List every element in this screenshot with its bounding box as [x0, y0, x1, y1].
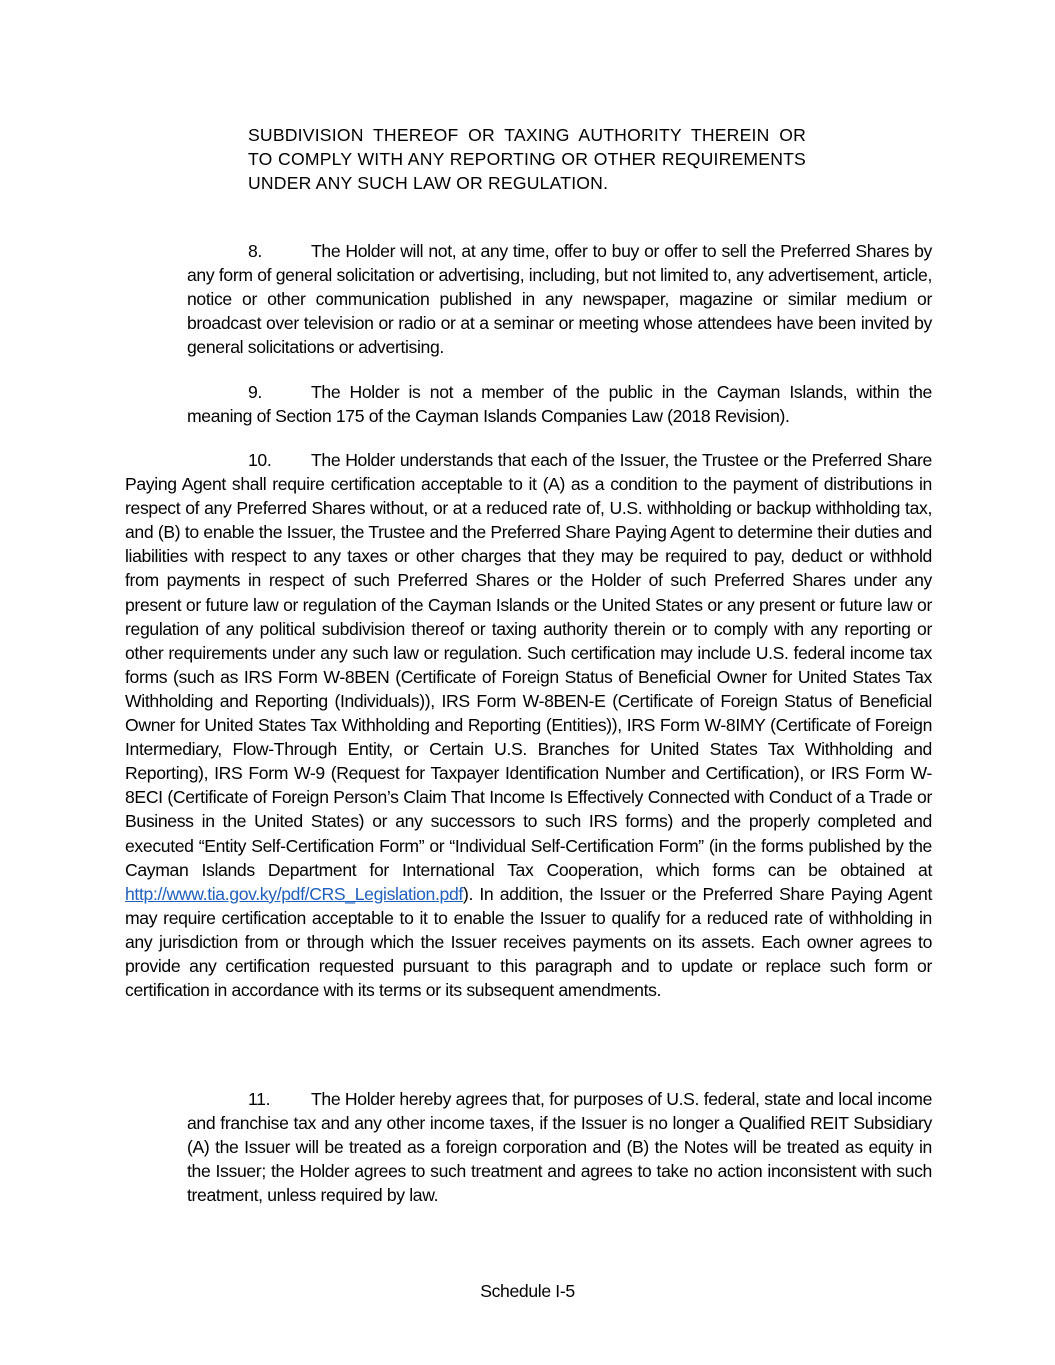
caps-paragraph-continuation: SUBDIVISION THEREOF OR TAXING AUTHORITY THEREIN OR TO COMPLY WITH ANY REPORTING OR OTHER REQUIREMENTS UNDER ANY SUCH LAW OR REGULATION. — [248, 125, 806, 194]
paragraph-8-number: 8. — [248, 241, 262, 261]
paragraph-10-text-after-link: ). In addition, the Issuer or the Preferred Share Paying Agent may require certification acceptable to it to enable the Issuer to qualify for a reduced rate of withholding in any jurisdiction from or through which the Issuer receives payments on its assets. Each owner agrees to provide any certification requested pursuant to this paragraph and to update or replace such form or certification in accordance with its terms or its subsequent amendments. — [125, 883, 932, 1001]
paragraph-10-number: 10. — [248, 450, 272, 470]
paragraph-11-text: The Holder hereby agrees that, for purposes of U.S. federal, state and local income and franchise tax and any other income taxes, if the Issuer is no longer a Qualified REIT Subsidiary (A) the Issuer will be treated as a foreign corporation and (B) the Notes will be treated as equity in the Issuer; the Holder agrees to such treatment and agrees to take no action inconsistent with such treatment, unless required by law. — [187, 1089, 932, 1206]
paragraph-10 — [125, 448, 932, 1002]
paragraph-8-text: The Holder will not, at any time, offer to buy or offer to sell the Preferred Shares by any form of general solicitation or advertising, including, but not limited to, any advertisement, article, notice or other communication published in any newspaper, magazine or similar medium or broadcast over television or radio or at a seminar or meeting whose attendees have been invited by general solicitations or advertising. — [187, 241, 932, 358]
paragraph-11-number: 11. — [248, 1089, 271, 1109]
paragraph-8 — [187, 239, 932, 359]
paragraph-9-number: 9. — [248, 382, 262, 402]
paragraph-11 — [187, 1087, 932, 1207]
crs-legislation-link[interactable]: http://www.tia.gov.ky/pdf/CRS_Legislation.pdf — [125, 883, 463, 904]
paragraph-9 — [187, 380, 932, 428]
paragraph-9-text: The Holder is not a member of the public in the Cayman Islands, within the meaning of Section 175 of the Cayman Islands Companies Law (2018 Revision). — [187, 382, 932, 427]
page-footer: Schedule I-5 — [480, 1281, 575, 1301]
paragraph-10-text-before-link: The Holder understands that each of the Issuer, the Trustee or the Preferred Share Paying Agent shall require certification acceptable to it (A) as a condition to the payment of distributions in respect of any Preferred Shares without, or at a reduced rate of, U.S. withholding or backup withholding tax, and (B) to enable the Issuer, the Trustee and the Preferred Share Paying Agent to determine their duties and liabilities with respect to any taxes or other charges that they may be required to pay, deduct or withhold from payments in respect of such Preferred Shares or the Holder of such Preferred Shares under any present or future law or regulation of the Cayman Islands or the United States or any present or future law or regulation of any political subdivision thereof or taxing authority therein or to comply with any reporting or other requirements under any such law or regulation. Such certification may include U.S. federal income tax forms (such as IRS Form W-8BEN (Certificate of Foreign Status of Beneficial Owner for United States Tax Withholding and Reporting (Individuals)), IRS Form W-8BEN-E (Certificate of Foreign Status of Beneficial Owner for United States Tax Withholding and Reporting (Entities)), IRS Form W-8IMY (Certificate of Foreign Intermediary, Flow-Through Entity, or Certain U.S. Branches for United States Tax Withholding and Reporting), IRS Form W-9 (Request for Taxpayer Identification Number and Certification), or IRS Form W-8ECI (Certificate of Foreign Person’s Claim That Income Is Effectively Connected with Conduct of a Trade or Business in the United States) or any successors to such IRS forms) and the properly completed and executed “Entity Self-Certification Form” or “Individual Self-Certification Form” (in the forms published by the Cayman Islands Department for International Tax Cooperation, which forms can be obtained at — [125, 450, 932, 880]
